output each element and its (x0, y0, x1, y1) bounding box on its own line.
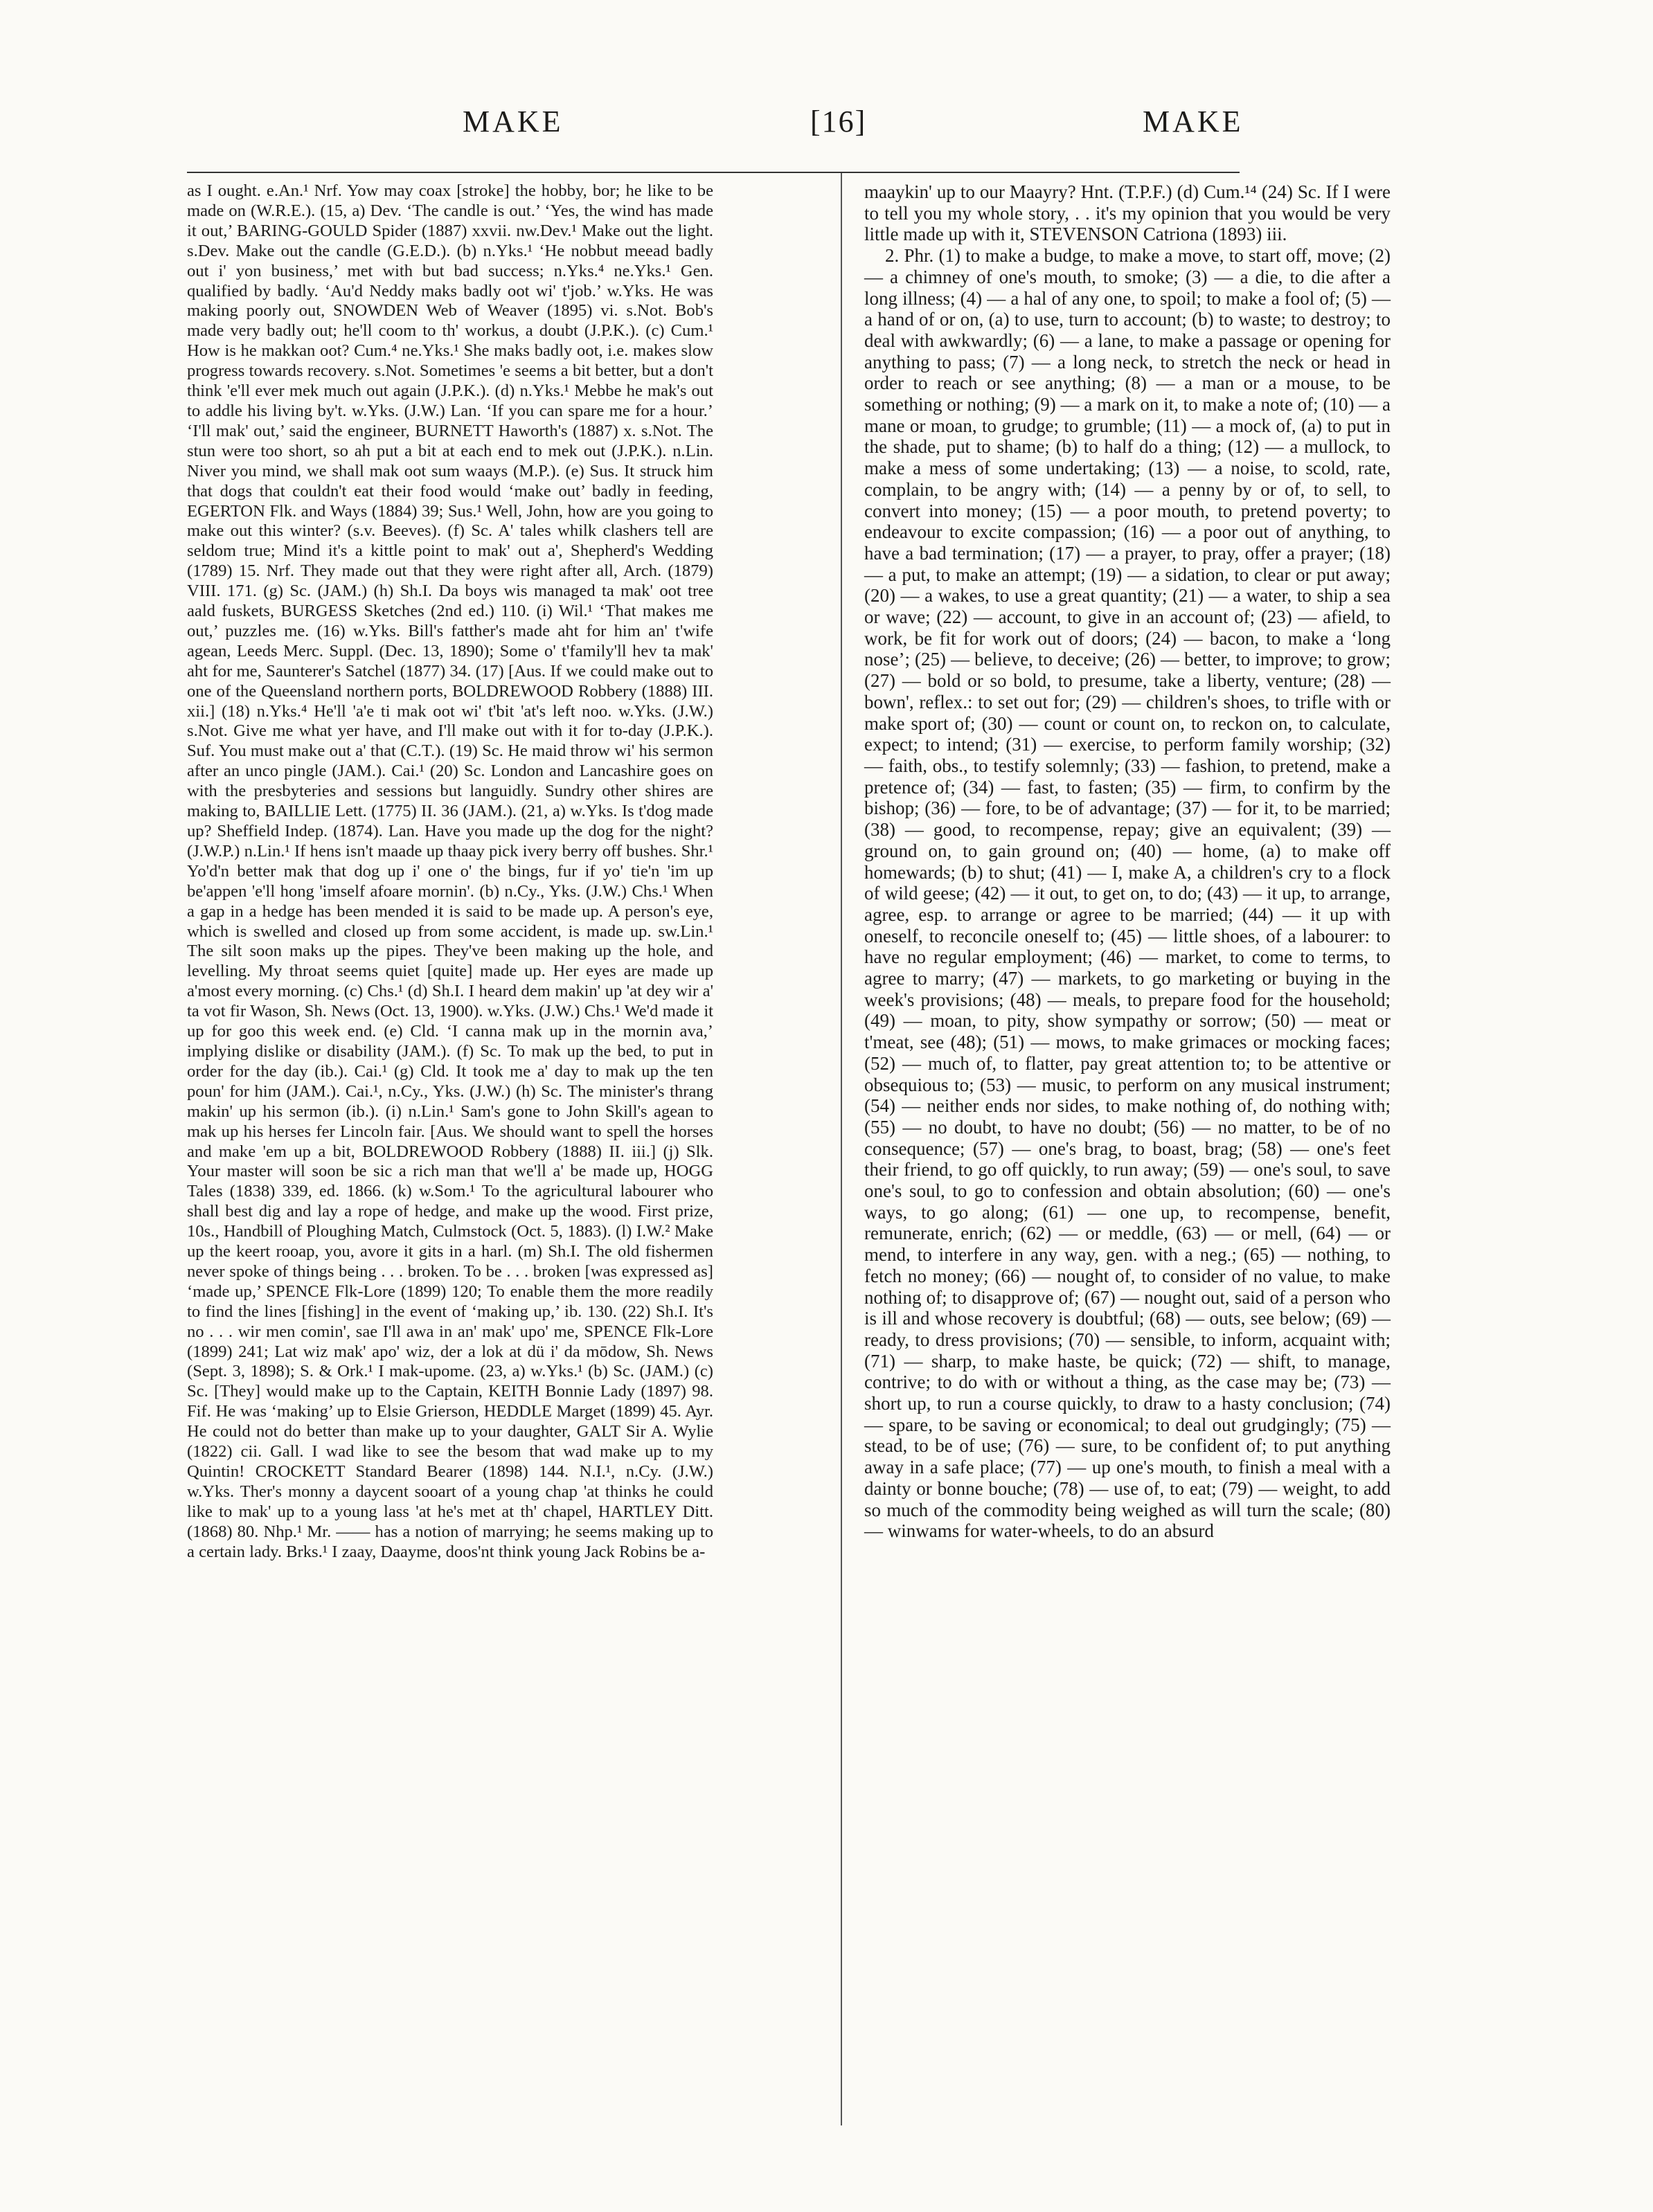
headword-left: MAKE (463, 105, 564, 138)
right-column-continuation: maaykin' up to our Maayry? Hnt. (T.P.F.) (d) Cum.¹⁴ (24) Sc. If I were to tell you my whole story, . . it's my opinion that you would be very little made up with it, STEVENSON Catriona (1893) iii. (864, 181, 1391, 245)
column-divider (841, 173, 842, 2125)
page-header (187, 104, 1244, 152)
right-column (864, 181, 1391, 1542)
phrases-paragraph: 2. Phr. (1) to make a budge, to make a move, to start off, move; (2) — a chimney of one's mouth, to smoke; (3) — a die, to die after a long illness; (4) — a hal of any one, to spoil; to make a fool of; (5) — a hand of or on, (a) to use, turn to account; (b) to waste; to destroy; to deal with awkwardly; (6) — a lane, to make a passage or opening for anything to pass; (7) — a long neck, to stretch the neck or head in order to reach or see anything; (8) — a man or a mouse, to be something or nothing; (9) — a mark on it, to make a note of; (10) — a mane or moan, to grudge; to grumble; (11) — a mock of, (a) to put in the shade, put to shame; (b) to half do a thing; (12) — a mullock, to make a mess of some undertaking; (13) — a noise, to scold, rate, complain, to be angry with; (14) — a penny by or of, to sell, to convert into money; (15) — a poor mouth, to pretend poverty; to endeavour to excite compassion; (16) — a poor out of anything, to have a bad termination; (17) — a prayer, to pray, offer a prayer; (18) — a put, to make an attempt; (19) — a sidation, to clear or put away; (20) — a wakes, to use a great quantity; (21) — a water, to ship a sea or wave; (22) — account, to give in an account of; (23) — afield, to work, be fit for work out of doors; (24) — bacon, to make a ‘long nose’; (25) — believe, to deceive; (26) — better, to improve; to grow; (27) — bold or so bold, to presume, take a liberty, venture; (28) — bown', reflex.: to set out for; (29) — children's shoes, to trifle with or make sport of; (30) — count or count on, to reckon on, to calculate, expect; to intend; (31) — exercise, to perform family worship; (32) — faith, obs., to testify solemnly; (33) — fashion, to pretend, make a pretence of; (34) — fast, to fasten; (35) — firm, to confirm by the bishop; (36) — fore, to be of advantage; (37) — for it, to be married; (38) — good, to recompense, repay; give an equivalent; (39) — ground on, to gain ground on; (40) — home, (a) to make off homewards; (b) to shut; (41) — I, make A, a children's cry to a flock of wild geese; (42) — it out, to get on, to do; (43) — it up, to arrange, agree, esp. to arrange or agree to be married; (44) — it up with oneself, to reconcile oneself to; (45) — little shoes, of a labourer: to have no regular employment; (46) — market, to come to terms, to agree to marry; (47) — markets, to go marketing or buying in the week's provisions; (48) — meals, to prepare food for the household; (49) — moan, to pity, show sympathy or sorrow; (50) — meat or t'meat, see (48); (51) — mows, to make grimaces or mocking faces; (52) — much of, to flatter, pay great attention to; to be attentive or obsequious to; (53) — music, to perform on any musical instrument; (54) — neither ends nor sides, to make nothing of, do nothing with; (55) — no doubt, to have no doubt; (56) — no matter, to be of no consequence; (57) — one's brag, to boast, brag; (58) — one's feet their friend, to go off quickly, to run away; (59) — one's soul, to save one's soul, to go to confession and obtain absolution; (60) — one's ways, to go along; (61) — one up, to recompense, benefit, remunerate, enrich; (62) — or meddle, (63) — or mell, (64) — or mend, to interfere in any way, gen. with a neg.; (65) — nothing, to fetch no money; (66) — nought of, to consider of no value, to make nothing of; to disapprove of; (67) — nought out, said of a person who is ill and whose recovery is doubtful; (68) — outs, see below; (69) — ready, to dress provisions; (70) — sensible, to inform, acquaint with; (71) — sharp, to make haste, be quick; (72) — shift, to manage, contrive; to do with or without a thing, as the case may be; (73) — short up, to run a course quickly, to draw to a hasty conclusion; (74) — spare, to be saving or economical; to deal out grudgingly; (75) — stead, to be of use; (76) — sure, to be confident of; to put anything away in a safe place; (77) — up one's mouth, to finish a meal with a dainty or bonne bouche; (78) — use of, to eat; (79) — weight, to add so much of the commodity being weighed as will turn the scale; (80) — winwams for water-wheels, to do an absurd (864, 245, 1391, 1542)
left-column-text: as I ought. e.An.¹ Nrf. Yow may coax [stroke] the hobby, bor; he like to be made on (W.R.E.). (15, a) Dev. ‘The candle is out.’ ‘Yes, the wind has made it out,’ BARING-GOULD Spider (1887) xxvii. nw.Dev.¹ Make out the light. s.Dev. Make out the candle (G.E.D.). (b) n.Yks.¹ ‘He nobbut meead badly out i' yon business,’ met with but bad success; n.Yks.⁴ ne.Yks.¹ Gen. qualified by badly. ‘Au'd Neddy maks badly oot wi' t'job.’ w.Yks. He was making poorly out, SNOWDEN Web of Weaver (1895) vi. s.Not. Bob's made very badly out; he'll coom to th' workus, a doubt (J.P.K.). (c) Cum.¹ How is he makkan oot? Cum.⁴ ne.Yks.¹ She maks badly oot, i.e. makes slow progress towards recovery. s.Not. Sometimes 'e seems a bit better, but a don't think 'e'll ever mek much out again (J.P.K.). (d) n.Yks.¹ Mebbe he mak's out to addle his living by't. w.Yks. (J.W.) Lan. ‘If you can spare me for a hour.’ ‘I'll mak' out,’ said the engineer, BURNETT Haworth's (1887) x. s.Not. The stun were too short, so ah put a bit at each end to mek out (J.P.K.). n.Lin. Niver you mind, we shall mak oot sum waays (M.P.). (e) Sus. It struck him that dogs that couldn't eat their food would ‘make out’ badly in feeding, EGERTON Flk. and Ways (1884) 39; Sus.¹ Well, John, how are you going to make out this winter? (s.v. Beeves). (f) Sc. A' tales whilk clashers tell are seldom true; Mind it's a kittle point to mak' out a', Shepherd's Wedding (1789) 15. Nrf. They made out that they were right after all, Arch. (1879) VIII. 171. (g) Sc. (JAM.) (h) Sh.I. Da boys wis managed ta mak' oot tree aald fuskets, BURGESS Sketches (2nd ed.) 110. (i) Wil.¹ ‘That makes me out,’ puzzles me. (16) w.Yks. Bill's fatther's made aht for him an' t'wife agean, Leeds Merc. Suppl. (Dec. 13, 1890); Some o' t'family'll hev ta mak' aht for me, Saunterer's Satchel (1877) 34. (17) [Aus. If we could make out to one of the Queensland northern ports, BOLDREWOOD Robbery (1888) III. xii.] (18) n.Yks.⁴ He'll 'a'e ti mak oot wi' t'bit 'at's left noo. w.Yks. (J.W.) s.Not. Give me what yer have, and I'll make out with it for to-day (J.P.K.). Suf. You must make out a' that (C.T.). (19) Sc. He maid throw wi' his sermon after an unco pingle (JAM.). Cai.¹ (20) Sc. London and Lancashire goes on with the presbyteries and sessions but languidly. Sundry other shires are making to, BAILLIE Lett. (1775) II. 36 (JAM.). (21, a) w.Yks. Is t'dog made up? Sheffield Indep. (1874). Lan. Have you made up the dog for the night? (J.W.P.) n.Lin.¹ If hens isn't maade up thaay pick ivery berry off bushes. Shr.¹ Yo'd'n better mak that dog up i' one o' the bings, fur if yo' tie'n 'im up be'appen 'e'll hong 'imself afoare mornin'. (b) n.Cy., Yks. (J.W.) Chs.¹ When a gap in a hedge has been mended it is said to be made up. A person's eye, which is swelled and closed up from some accident, is made up. sw.Lin.¹ The silt soon maks up the pipes. They've been making up the hole, and levelling. My throat seems quiet [quite] made up. Her eyes are made up a'most every morning. (c) Chs.¹ (d) Sh.I. I heard dem makin' up 'at dey wir a' ta vot fir Wason, Sh. News (Oct. 13, 1900). w.Yks. (J.W.) Chs.¹ We'd made it up for goo this week end. (e) Cld. ‘I canna mak up in the mornin ava,’ implying dislike or disability (JAM.). (f) Sc. To mak up the bed, to put in order for the day (ib.). Cai.¹ (g) Cld. It took me a' day to mak up the ten poun' for him (JAM.). Cai.¹, n.Cy., Yks. (J.W.) (h) Sc. The minister's thrang makin' up his sermon (ib.). (i) n.Lin.¹ Sam's gone to John Skill's agean to mak up his herses fer Lincoln fair. [Aus. We should want to spell the horses and make 'em up a bit, BOLDREWOOD Robbery (1888) II. iii.] (j) Slk. Your master will soon be sic a rich man that we'll a' be made up, HOGG Tales (1838) 339, ed. 1866. (k) w.Som.¹ To the agricultural labourer who shall best dig and lay a rope of hedge, and make up the wood. First prize, 10s., Handbill of Ploughing Match, Culmstock (Oct. 5, 1883). (l) I.W.² Make up the keert rooap, you, avore it gits in a harl. (m) Sh.I. The old fishermen never spoke of things being . . . broken. To be . . . broken [was expressed as] ‘made up,’ SPENCE Flk-Lore (1899) 120; To enable them the more readily to find the lines [fishing] in the event of ‘making up,’ ib. 130. (22) Sh.I. It's no . . . wir men comin', sae I'll awa in an' mak' upo' me, SPENCE Flk-Lore (1899) 241; Lat wiz mak' apo' wiz, der a lok at dü i' da mōdow, Sh. News (Sept. 3, 1898); S. & Ork.¹ I mak-upome. (23, a) w.Yks.¹ (b) Sc. (JAM.) (c) Sc. [They] would make up to the Captain, KEITH Bonnie Lady (1897) 98. Fif. He was ‘making’ up to Elsie Grierson, HEDDLE Marget (1899) 45. Ayr. He could not do better than make up to your daughter, GALT Sir A. Wylie (1822) cii. Gall. I wad like to see the besom that wad make up to my Quintin! CROCKETT Standard Bearer (1898) 144. N.I.¹, n.Cy. (J.W.) w.Yks. Ther's monny a daycent sooart of a young chap 'at thinks he could like to mak' up to a young lass 'at he's met at th' chapel, HARTLEY Ditt. (1868) 80. Nhp.¹ Mr. —— has a notion of marrying; he seems making up to a certain lady. Brks.¹ I zaay, Daayme, doos'nt think young Jack Robins be a- (187, 181, 713, 1561)
header-rule (187, 172, 1240, 173)
left-column (187, 181, 713, 1563)
page-number: [16] (810, 105, 867, 138)
headword-right: MAKE (1143, 105, 1244, 138)
